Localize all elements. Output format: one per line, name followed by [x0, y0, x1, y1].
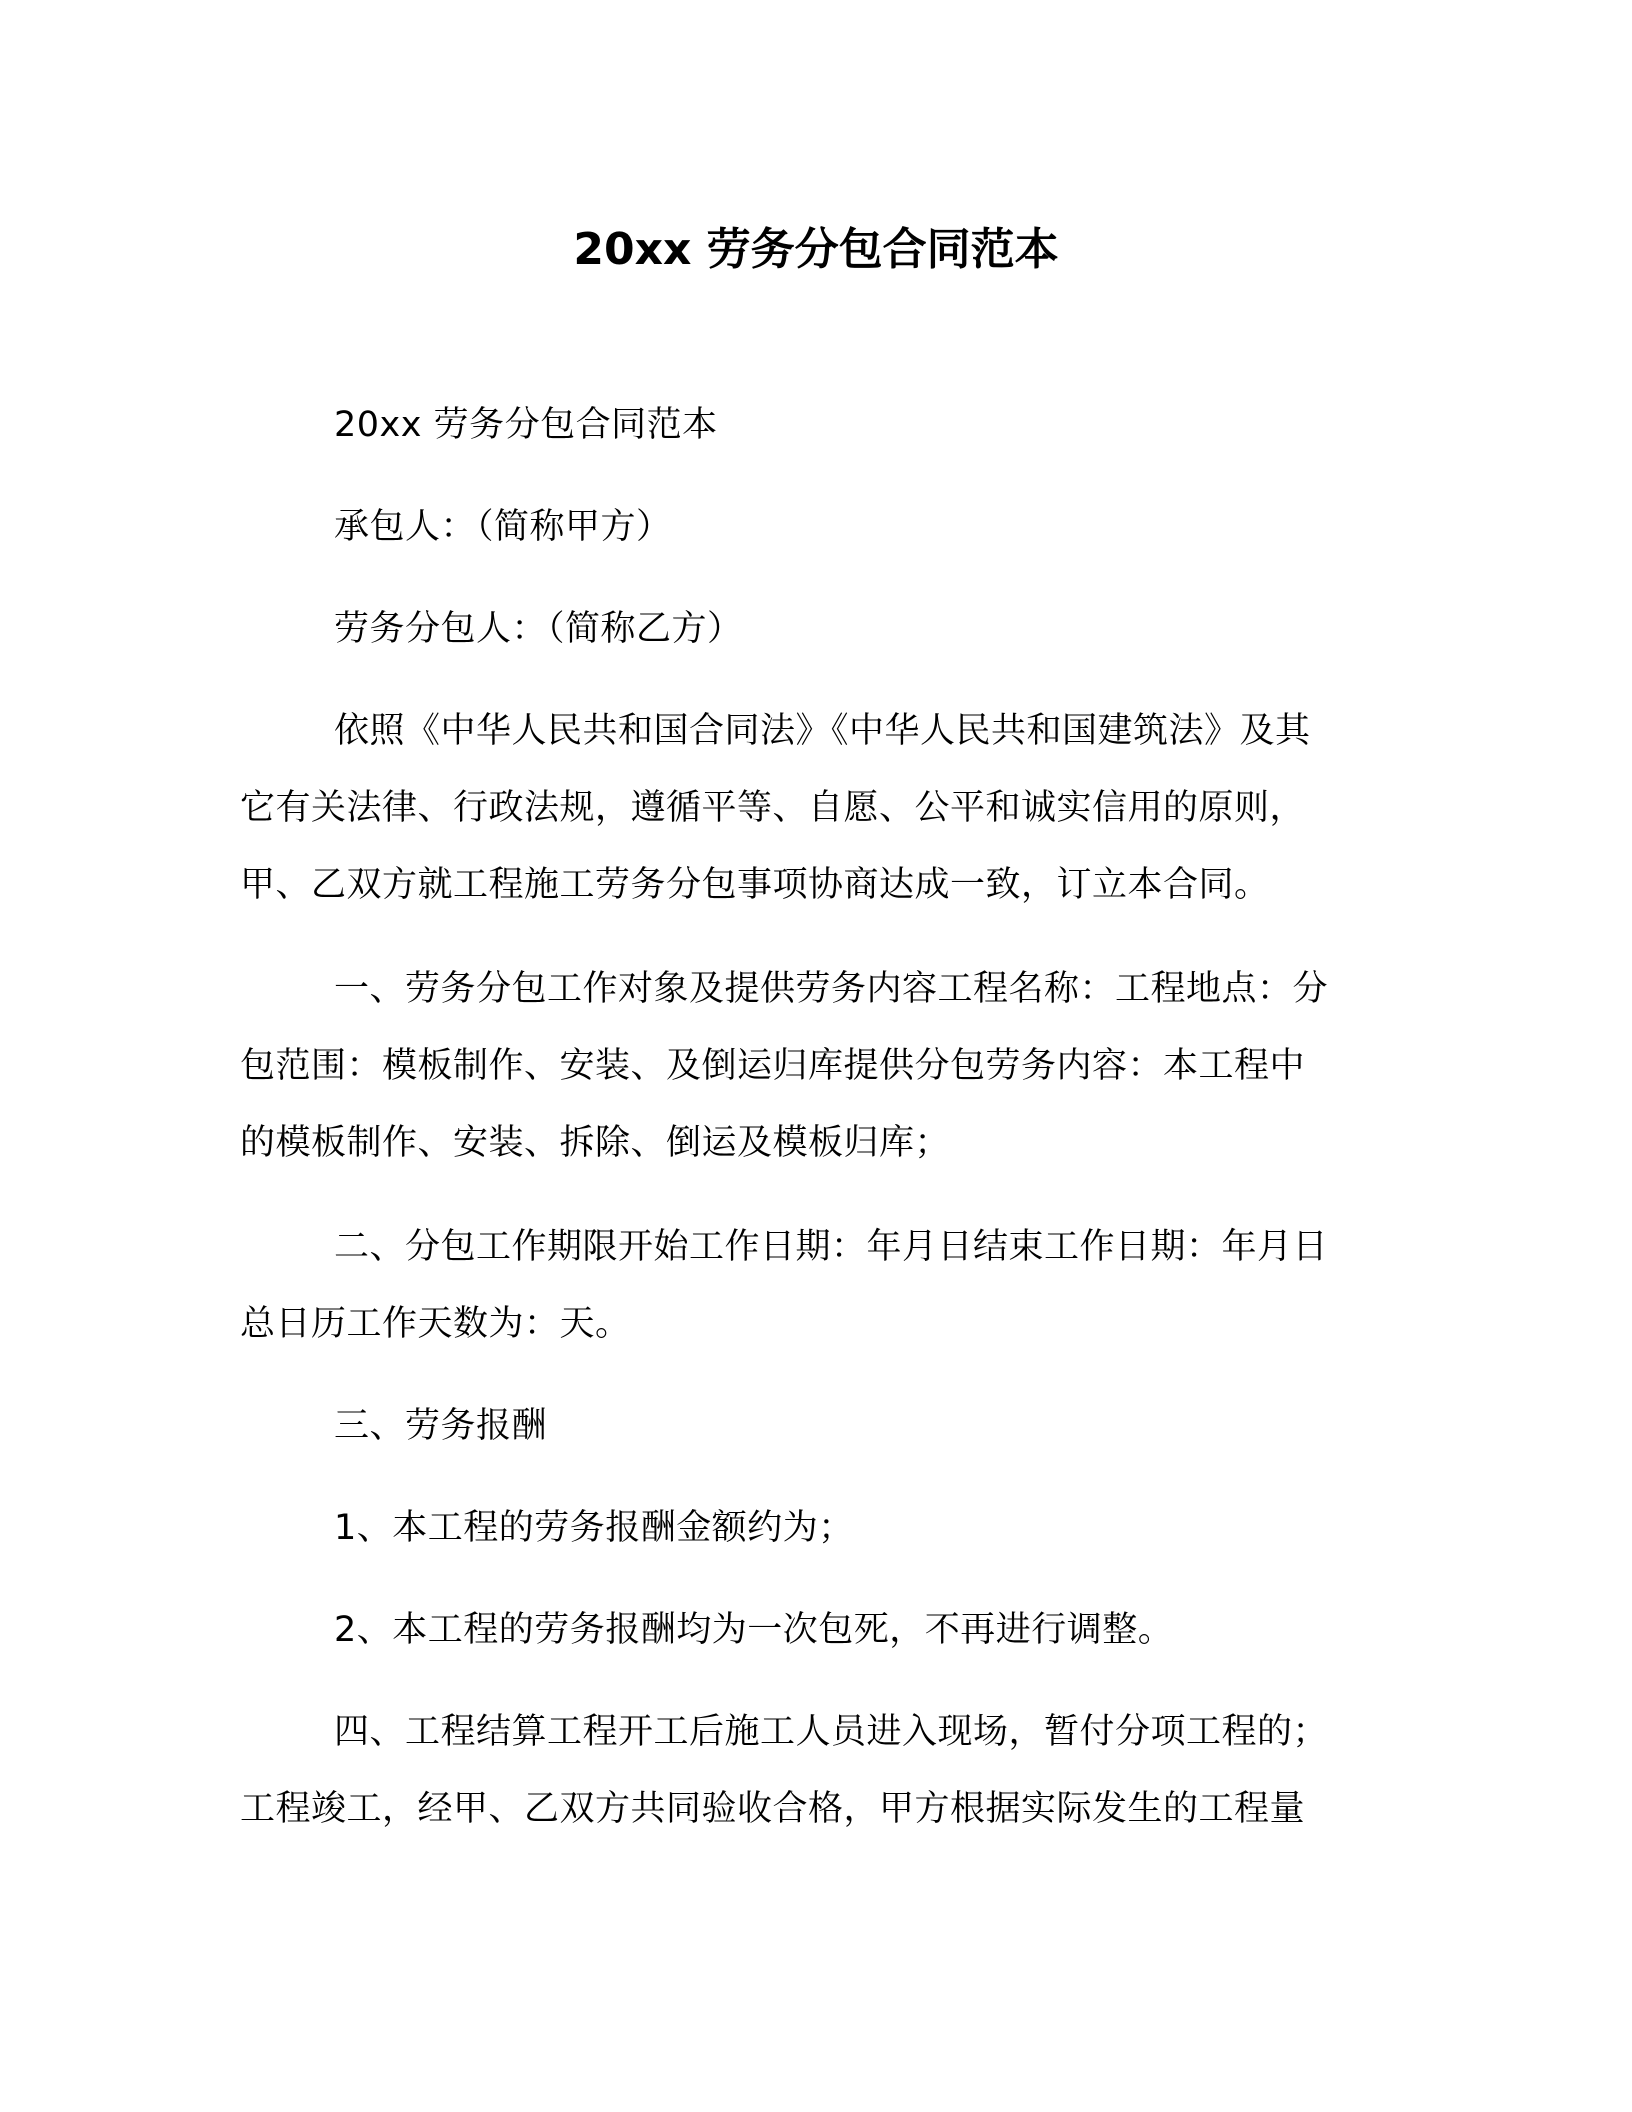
paragraph-line: 一、劳务分包工作对象及提供劳务内容工程名称：工程地点：分 [334, 969, 1329, 1009]
paragraph-contractor [240, 489, 1392, 566]
paragraph-subcontractor [240, 591, 1392, 668]
paragraph-line: 它有关法律、行政法规，遵循平等、自愿、公平和诚实信用的原则， [240, 788, 1306, 828]
paragraph-line: 二、分包工作期限开始工作日期：年月日结束工作日期：年月日 [334, 1227, 1329, 1267]
paragraph-section-3 [240, 1388, 1392, 1465]
paragraph-line: 甲、乙双方就工程施工劳务分包事项协商达成一致，订立本合同。 [240, 865, 1270, 905]
paragraph-section-1 [240, 951, 1392, 1182]
document-title: 20xx 劳务分包合同范本 [573, 224, 1059, 275]
paragraph-line: 工程竣工，经甲、乙双方共同验收合格，甲方根据实际发生的工程量 [240, 1789, 1306, 1829]
paragraph-section-4 [240, 1694, 1392, 1848]
paragraph-line: 承包人：（简称甲方） [334, 507, 672, 547]
paragraph-line: 依照《中华人民共和国合同法》《中华人民共和国建筑法》及其 [334, 711, 1311, 751]
paragraph-line: 的模板制作、安装、拆除、倒运及模板归库； [240, 1123, 951, 1163]
paragraph-item-2 [240, 1592, 1392, 1669]
paragraph-line: 1、本工程的劳务报酬金额约为； [334, 1508, 854, 1548]
paragraph-line: 三、劳务报酬 [334, 1406, 548, 1446]
paragraph-line: 劳务分包人：（简称乙方） [334, 609, 743, 649]
paragraph-line: 四、工程结算工程开工后施工人员进入现场，暂付分项工程的； [334, 1712, 1329, 1752]
paragraph-line: 2、本工程的劳务报酬均为一次包死，不再进行调整。 [334, 1610, 1174, 1650]
paragraph-section-2 [240, 1209, 1392, 1363]
paragraph-line: 包范围：模板制作、安装、及倒运归库提供分包劳务内容：本工程中 [240, 1046, 1306, 1086]
paragraph-subtitle [240, 387, 1392, 464]
paragraph-item-1 [240, 1490, 1392, 1567]
paragraph-line: 20xx 劳务分包合同范本 [334, 405, 718, 445]
paragraph-preamble [240, 693, 1392, 924]
paragraph-line: 总日历工作天数为：天。 [240, 1304, 631, 1344]
